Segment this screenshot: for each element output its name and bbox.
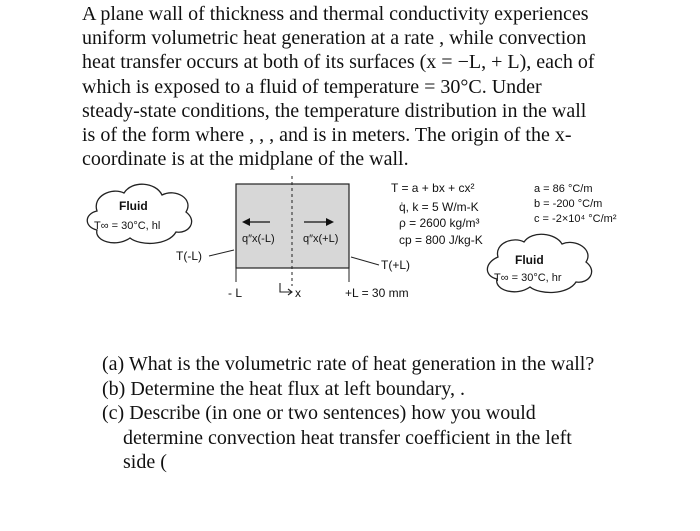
- question-b-text: (b) Determine the heat flux at left boundary, .: [102, 377, 466, 400]
- axis-minus-L: - L: [228, 286, 243, 300]
- x-axis-icon: [280, 283, 292, 295]
- problem-line: coordinate is at the midplane of the wall.: [82, 148, 409, 171]
- property-line: cp = 800 J/kg-K: [399, 233, 483, 247]
- problem-line: uniform volumetric heat generation at a rate , while convection: [82, 27, 587, 50]
- left-fluid-title: Fluid: [119, 199, 148, 213]
- problem-line: is of the form where , , , and is in meters. The origin of the x-: [82, 124, 572, 147]
- axis-plus-L: +L = 30 mm: [345, 286, 409, 300]
- temp-left-label: T(-L): [176, 249, 202, 263]
- question-list: [102, 352, 662, 475]
- problem-line: steady-state conditions, the temperature distribution in the wall: [82, 99, 587, 122]
- temp-left-leader: [209, 250, 234, 256]
- question-c: [102, 401, 662, 475]
- right-fluid-title: Fluid: [515, 253, 544, 267]
- problem-line: A plane wall of thickness and thermal conductivity experiences: [82, 3, 589, 25]
- property-line: T = a + bx + cx²: [391, 181, 475, 195]
- left-fluid-condition: T∞ = 30°C, hl: [94, 220, 161, 232]
- question-c-text: side (: [123, 451, 167, 473]
- question-c-text: (c) Describe (in one or two sentences) how you would: [102, 402, 536, 424]
- problem-line: heat transfer occurs at both of its surfaces (x = −L, + L), each of: [82, 51, 595, 74]
- temp-right-leader: [351, 257, 379, 265]
- flux-right-label: q″x(+L): [303, 233, 339, 245]
- question-a: [102, 352, 662, 377]
- flux-left-label: q″x(-L): [242, 233, 275, 245]
- coefficient-line: b = -200 °C/m: [534, 198, 603, 210]
- axis-x: x: [295, 286, 301, 300]
- problem-line: which is exposed to a fluid of temperature = 30°C. Under: [82, 75, 542, 98]
- left-fluid-cloud: [87, 184, 191, 243]
- temp-right-label: T(+L): [381, 258, 411, 272]
- property-line: q̇, k = 5 W/m-K: [399, 200, 479, 214]
- property-line: ρ = 2600 kg/m³: [399, 216, 480, 230]
- question-a-text: (a) What is the volumetric rate of heat generation in the wall?: [102, 353, 595, 375]
- question-b: [102, 377, 662, 402]
- coefficient-line: a = 86 °C/m: [534, 183, 593, 195]
- question-c-text: determine convection heat transfer coefficient in the left: [123, 426, 572, 449]
- coefficient-line: c = -2×10⁴ °C/m²: [534, 213, 617, 225]
- right-fluid-condition: T∞ = 30°C, hr: [494, 272, 562, 284]
